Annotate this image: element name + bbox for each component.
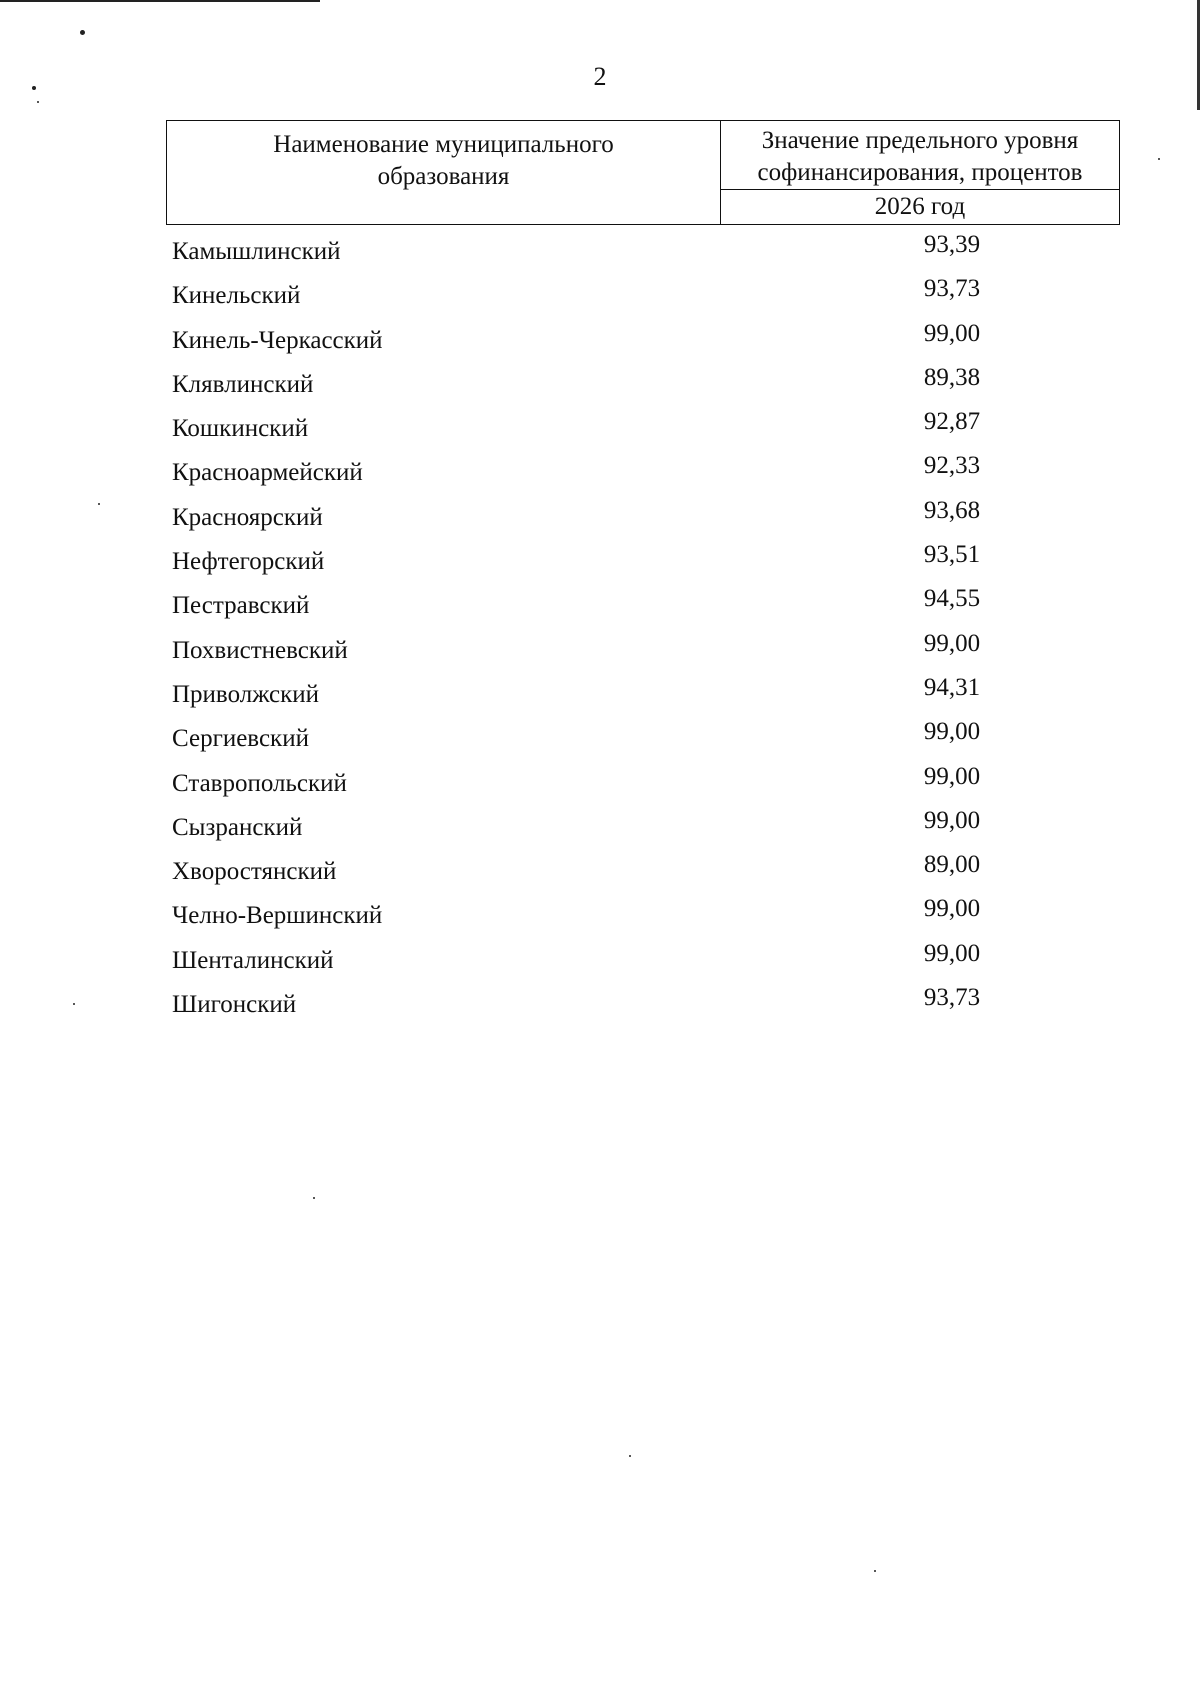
table-row xyxy=(172,851,1132,898)
table-row xyxy=(172,452,1132,499)
cofinancing-value: 99,00 xyxy=(923,629,981,657)
table-row xyxy=(172,541,1132,588)
cofinancing-value: 92,87 xyxy=(923,408,981,436)
cofinancing-value: 99,00 xyxy=(923,895,981,923)
cofinancing-value: 99,00 xyxy=(923,718,981,746)
table-body xyxy=(172,231,1132,1031)
cofinancing-value: 99,00 xyxy=(923,319,981,347)
municipality-name: Красноармейский xyxy=(172,459,363,487)
table-row xyxy=(172,319,1132,367)
scan-speck xyxy=(73,1003,75,1005)
cofinancing-value: 94,55 xyxy=(923,585,981,613)
cofinancing-value: 99,00 xyxy=(923,762,981,790)
municipality-name: Челно-Вершинский xyxy=(172,902,383,930)
table-row xyxy=(172,718,1132,765)
municipality-name: Нефтегорский xyxy=(172,548,325,576)
cofinancing-value: 89,38 xyxy=(923,363,981,391)
cofinancing-value: 92,33 xyxy=(923,452,981,480)
municipality-name: Сергиевский xyxy=(172,725,309,753)
cofinancing-value: 93,68 xyxy=(923,496,981,524)
table-row xyxy=(172,673,1132,721)
municipality-name: Красноярский xyxy=(172,503,323,531)
cofinancing-value: 99,00 xyxy=(923,806,981,834)
table-row xyxy=(172,629,1132,677)
cofinancing-value: 93,73 xyxy=(923,984,981,1012)
table-row xyxy=(172,275,1132,322)
table-row xyxy=(172,762,1132,810)
cofinancing-value: 99,00 xyxy=(923,939,981,967)
municipality-name: Приволжский xyxy=(172,680,320,708)
scan-speck xyxy=(1158,158,1160,160)
municipality-name: Шенталинский xyxy=(172,946,334,974)
cofinancing-value: 94,31 xyxy=(923,673,981,701)
table-row xyxy=(172,939,1132,987)
municipality-name: Хворостянский xyxy=(172,858,337,886)
scan-speck xyxy=(874,1570,876,1572)
table-row xyxy=(172,231,1132,278)
header-value-line1: Значение предельного уровня xyxy=(761,127,1079,154)
municipality-name: Кошкинский xyxy=(172,415,309,443)
scan-speck xyxy=(37,101,39,103)
scan-speck xyxy=(80,30,85,35)
municipality-name: Клявлинский xyxy=(172,370,314,398)
header-value-cell xyxy=(721,121,1119,190)
table-row xyxy=(172,806,1132,854)
header-year-cell: 2026 год xyxy=(874,193,966,220)
table-row xyxy=(172,984,1132,1031)
header-name-line1: Наименование муниципального xyxy=(273,131,614,158)
cofinancing-value: 93,51 xyxy=(923,541,981,569)
municipality-name: Кинель-Черкасский xyxy=(172,326,383,354)
municipality-name: Камышлинский xyxy=(172,238,341,265)
scan-speck xyxy=(629,1455,631,1457)
table-header xyxy=(166,120,1120,225)
header-name-cell xyxy=(167,121,721,224)
header-name-line2: образования xyxy=(377,163,510,190)
table-row xyxy=(172,363,1132,411)
table-row xyxy=(172,408,1132,455)
cofinancing-value: 93,73 xyxy=(923,275,981,303)
municipality-name: Похвистневский xyxy=(172,636,348,664)
cofinancing-value: 89,00 xyxy=(923,851,981,879)
scan-edge-top xyxy=(0,0,320,2)
table-row xyxy=(172,496,1132,544)
cofinancing-value: 93,39 xyxy=(923,231,981,258)
table-row xyxy=(172,895,1132,942)
table-row xyxy=(172,585,1132,632)
municipality-name: Сызранский xyxy=(172,813,303,841)
scan-speck xyxy=(313,1197,315,1199)
municipality-name: Кинельский xyxy=(172,282,301,310)
page-number: 2 xyxy=(593,62,607,91)
municipality-name: Шигонский xyxy=(172,991,297,1019)
scan-speck xyxy=(98,503,100,505)
municipality-name: Пестравский xyxy=(172,592,310,620)
municipality-name: Ставропольский xyxy=(172,769,347,797)
header-value-line2: софинансирования, процентов xyxy=(757,159,1083,186)
